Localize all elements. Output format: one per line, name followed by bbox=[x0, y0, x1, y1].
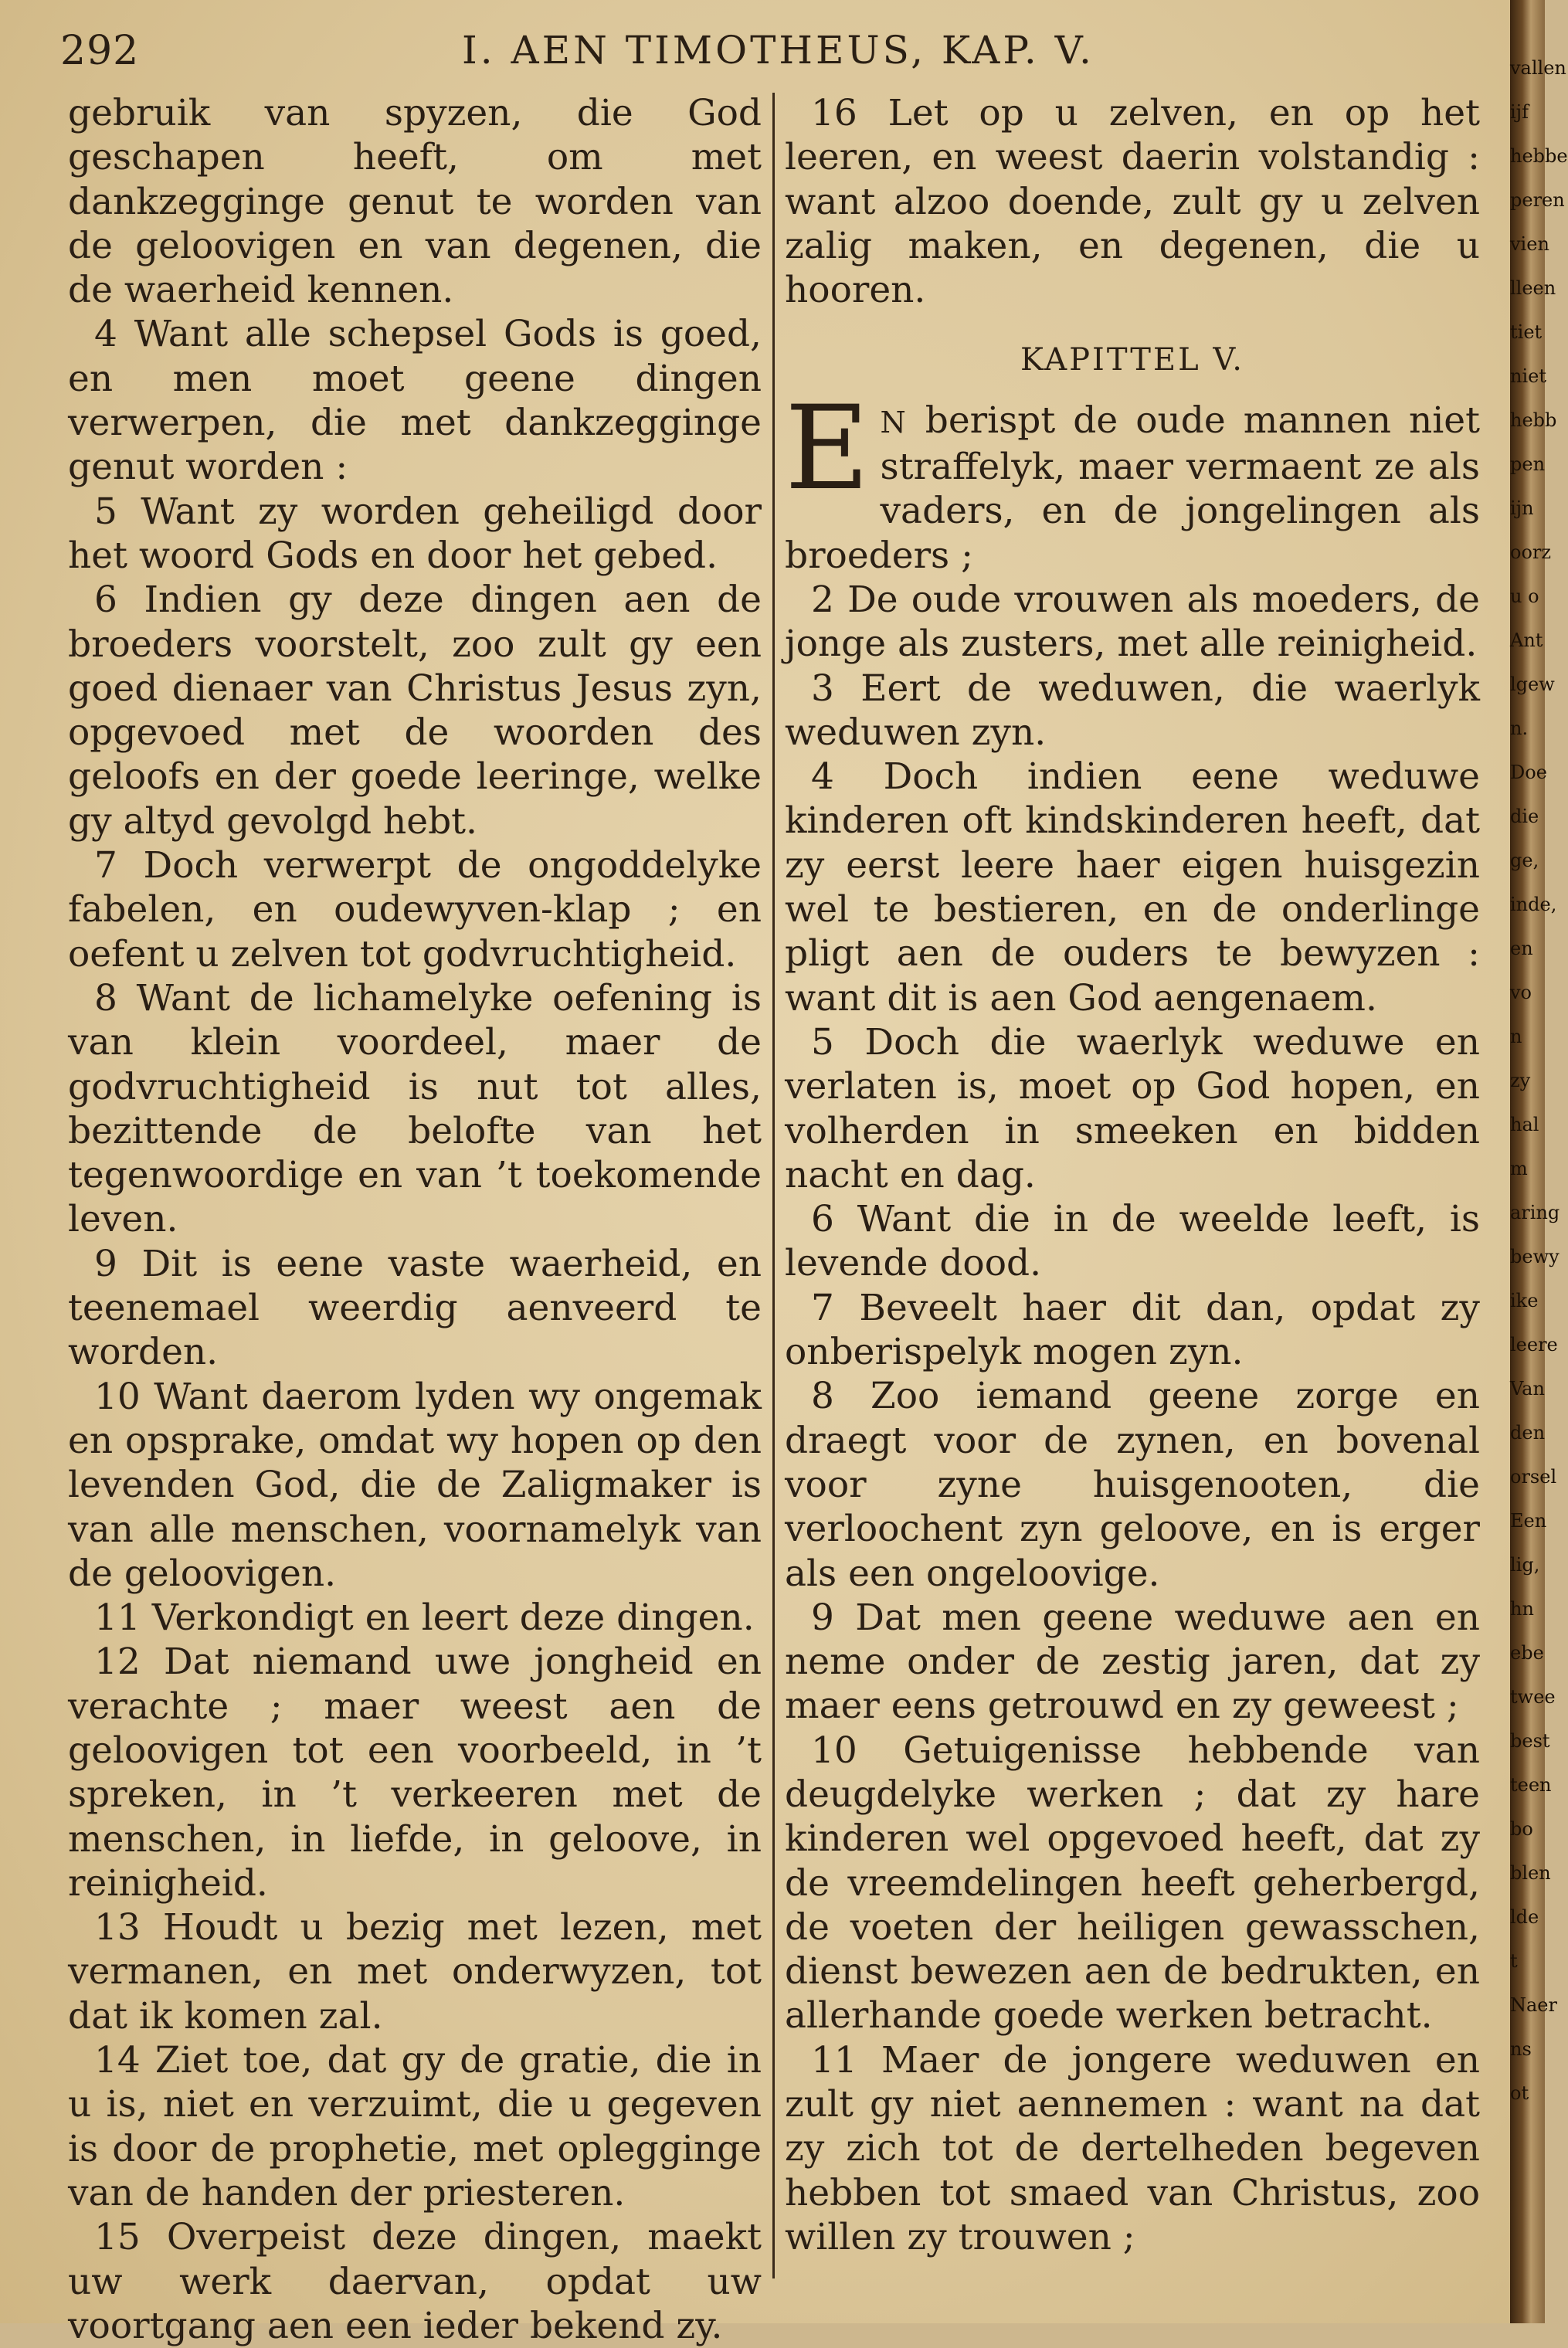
verse-paragraph: 5 Doch die waerlyk weduwe en verlaten is, moet op God hopen, en volherden in smeeken en bidden nacht en dag. bbox=[785, 1020, 1480, 1196]
facing-fragment: Ant bbox=[1510, 629, 1543, 651]
verse-paragraph: 11 Verkondigt en leert deze dingen. bbox=[94, 1596, 755, 1640]
facing-fragment: Van bbox=[1510, 1378, 1545, 1400]
first-word-rest: N bbox=[880, 405, 908, 439]
facing-fragment: lgew bbox=[1510, 674, 1555, 695]
facing-fragment: lig, bbox=[1510, 1554, 1540, 1576]
facing-fragment: bo bbox=[1510, 1818, 1533, 1840]
facing-fragment: Doe bbox=[1510, 762, 1547, 783]
facing-fragment: leere bbox=[1510, 1334, 1558, 1356]
verse-paragraph: 11 Maer de jongere weduwen en zult gy niet aennemen : want na dat zy zich tot de dertelheden begeven hebben tot smaed van Christus, zoo willen zy trouwen ; bbox=[785, 2038, 1480, 2258]
verse-paragraph: 15 Overpeist deze dingen, maekt uw werk daervan, opdat uw voortgang aen een ieder bekend zy. bbox=[68, 2216, 762, 2347]
facing-fragment: vallen bbox=[1510, 57, 1566, 79]
facing-fragment: n. bbox=[1510, 718, 1529, 739]
facing-fragment: niet bbox=[1510, 365, 1546, 387]
facing-fragment: t bbox=[1510, 1950, 1518, 1972]
facing-fragment: hebb bbox=[1510, 409, 1557, 431]
facing-fragment: twee bbox=[1510, 1686, 1556, 1708]
facing-fragment: ike bbox=[1510, 1290, 1539, 1311]
verse-paragraph: 10 Getuigenisse hebbende van deugdelyke werken ; dat zy hare kinderen wel opgevoed heeft, dat zy de vreemdelingen heeft geherbergd, de voeten der heiligen gewasschen, dienst bewezen aen de bedrukten, en allerhande goede werken betracht. bbox=[785, 1729, 1480, 2038]
facing-fragment: ijn bbox=[1510, 497, 1534, 519]
page-number: 292 bbox=[60, 28, 140, 74]
facing-fragment: oorz bbox=[1510, 541, 1552, 563]
facing-fragment: den bbox=[1510, 1422, 1546, 1444]
facing-fragment: ge, bbox=[1510, 850, 1539, 871]
facing-fragment: tiet bbox=[1510, 321, 1543, 343]
facing-fragment: ijf bbox=[1510, 101, 1529, 123]
facing-fragment: teen bbox=[1510, 1774, 1552, 1796]
verse-paragraph: 4 Doch indien eene weduwe kinderen oft kindskinderen heeft, dat zy eerst leere haer eigen huisgezin wel te bestieren, en de onderlinge pligt aen de ouders te bewyzen : want dit is aen God aengenaem. bbox=[785, 755, 1480, 1020]
verse-paragraph: 13 Houdt u bezig met lezen, met vermanen, en met onderwyzen, tot dat ik komen zal. bbox=[68, 1906, 762, 2038]
facing-fragment: ebe bbox=[1510, 1642, 1544, 1664]
facing-fragment: orsel bbox=[1510, 1466, 1557, 1488]
verse-paragraph: 9 Dit is eene vaste waerheid, en teenemael weerdig aenveerd te worden. bbox=[68, 1242, 762, 1374]
facing-fragment: peren bbox=[1510, 189, 1565, 211]
verse-paragraph: 3 Eert de weduwen, die waerlyk weduwen zyn. bbox=[785, 667, 1480, 754]
facing-fragment: lde bbox=[1510, 1906, 1539, 1928]
right-column bbox=[785, 91, 1480, 2259]
page-header bbox=[0, 22, 1510, 83]
facing-fragment: pen bbox=[1510, 453, 1546, 475]
facing-fragment: hebbe bbox=[1510, 145, 1568, 167]
verse-paragraph: 7 Beveelt haer dit dan, opdat zy onberispelyk mogen zyn. bbox=[785, 1286, 1480, 1374]
column-divider bbox=[772, 93, 775, 2278]
drop-cap: E bbox=[785, 381, 870, 516]
facing-fragment: inde, bbox=[1510, 894, 1557, 915]
verse-paragraph: 6 Want die in de weelde leeft, is levende dood. bbox=[785, 1198, 1480, 1285]
facing-fragment: n zy bbox=[1510, 1026, 1531, 1091]
verse-paragraph: 2 De oude vrouwen als moeders, de jonge als zusters, met alle reinigheid. bbox=[785, 578, 1480, 666]
facing-fragment: u o bbox=[1510, 585, 1539, 607]
facing-fragment: hn bbox=[1510, 1598, 1534, 1620]
verse-paragraph: 12 Dat niemand uwe jongheid en verachte ; maer weest aen de geloovigen tot een voorbeeld, in ’t spreken, in ’t verkeeren met de menschen, in liefde, in geloove, in reinigheid. bbox=[68, 1641, 762, 1905]
running-title: I. AEN TIMOTHEUS, KAP. V. bbox=[462, 28, 1095, 73]
facing-fragment: lleen bbox=[1510, 277, 1556, 299]
facing-fragment: ot bbox=[1510, 2082, 1529, 2104]
verse-paragraph: 4 Want alle schepsel Gods is goed, en men moet geene dingen verwerpen, die met dankzegginge genut worden : bbox=[68, 313, 762, 489]
facing-fragment: blen bbox=[1510, 1862, 1551, 1884]
verse-paragraph: 8 Zoo iemand geene zorge en draegt voor de zynen, en bovenal voor zyne huisgenooten, die verloochent zyn geloove, en is erger als een ongeloovige. bbox=[785, 1375, 1480, 1595]
verse-paragraph: 10 Want daerom lyden wy ongemak en opsprake, omdat wy hopen op den levenden God, die de Zaligmaker is van alle menschen, voornamelyk van de geloovigen. bbox=[68, 1375, 762, 1595]
facing-fragment: en vo bbox=[1510, 938, 1533, 1003]
chapter-heading: KAPITTEL V. bbox=[1020, 342, 1245, 378]
facing-fragment: Naer bbox=[1510, 1994, 1557, 2016]
verse-paragraph: gebruik van spyzen, die God geschapen heeft, om met dankzegginge genut te worden van de geloovigen en van degenen, die de waerheid kennen. bbox=[68, 92, 762, 312]
verse-paragraph: 8 Want de lichamelyke oefening is van klein voordeel, maer de godvruchtigheid is nut tot alles, bezittende de belofte van het tegenwoordige en van ’t toekomende leven. bbox=[68, 976, 762, 1241]
facing-fragment: best bbox=[1510, 1730, 1550, 1752]
verse-paragraph: 6 Indien gy deze dingen aen de broeders voorstelt, zoo zult gy een goed dienaer van Christus Jesus zyn, opgevoed met de woorden des geloofs en der goede leeringe, welke gy altyd gevolgd hebt. bbox=[68, 579, 762, 843]
verse-paragraph: 5 Want zy worden geheiligd door het woord Gods en door het gebed. bbox=[68, 490, 762, 577]
verse-paragraph: 7 Doch verwerpt de ongoddelyke fabelen, en oudewyven-klap ; en oefent u zelven tot godvruchtigheid. bbox=[68, 844, 762, 976]
facing-fragment: die bbox=[1510, 806, 1539, 827]
verse-paragraph: 16 Let op u zelven, en op het leeren, en weest daerin volstandig : want alzoo doende, zult gy u zelven zalig maken, en degenen, die u hooren. bbox=[785, 92, 1480, 312]
verse-paragraph: 9 Dat men geene weduwe aen en neme onder de zestig jaren, dat zy maer eens getrouwd en zy geweest ; bbox=[785, 1596, 1480, 1728]
right-column-verses-before bbox=[785, 91, 1480, 312]
first-paragraph-text: berispt de oude mannen niet straffelyk, maer vermaent ze als vaders, en de jongelingen als broeders ; bbox=[785, 399, 1480, 577]
facing-page-fragments bbox=[1510, 46, 1568, 2116]
facing-fragment: vien bbox=[1510, 233, 1549, 255]
facing-fragment: aring bbox=[1510, 1202, 1560, 1223]
chapter-first-paragraph bbox=[785, 381, 1480, 578]
right-column-verses-after bbox=[785, 578, 1480, 2259]
verse-paragraph: 14 Ziet toe, dat gy de gratie, die in u is, niet en verzuimt, die u gegeven is door de prophetie, met oplegginge van de handen der priesteren. bbox=[68, 2039, 762, 2214]
left-column bbox=[68, 91, 762, 2348]
facing-fragment: bewy bbox=[1510, 1246, 1560, 1267]
facing-fragment: ns bbox=[1510, 2038, 1532, 2060]
facing-fragment: hal m bbox=[1510, 1114, 1539, 1179]
facing-fragment: Een bbox=[1510, 1510, 1547, 1532]
